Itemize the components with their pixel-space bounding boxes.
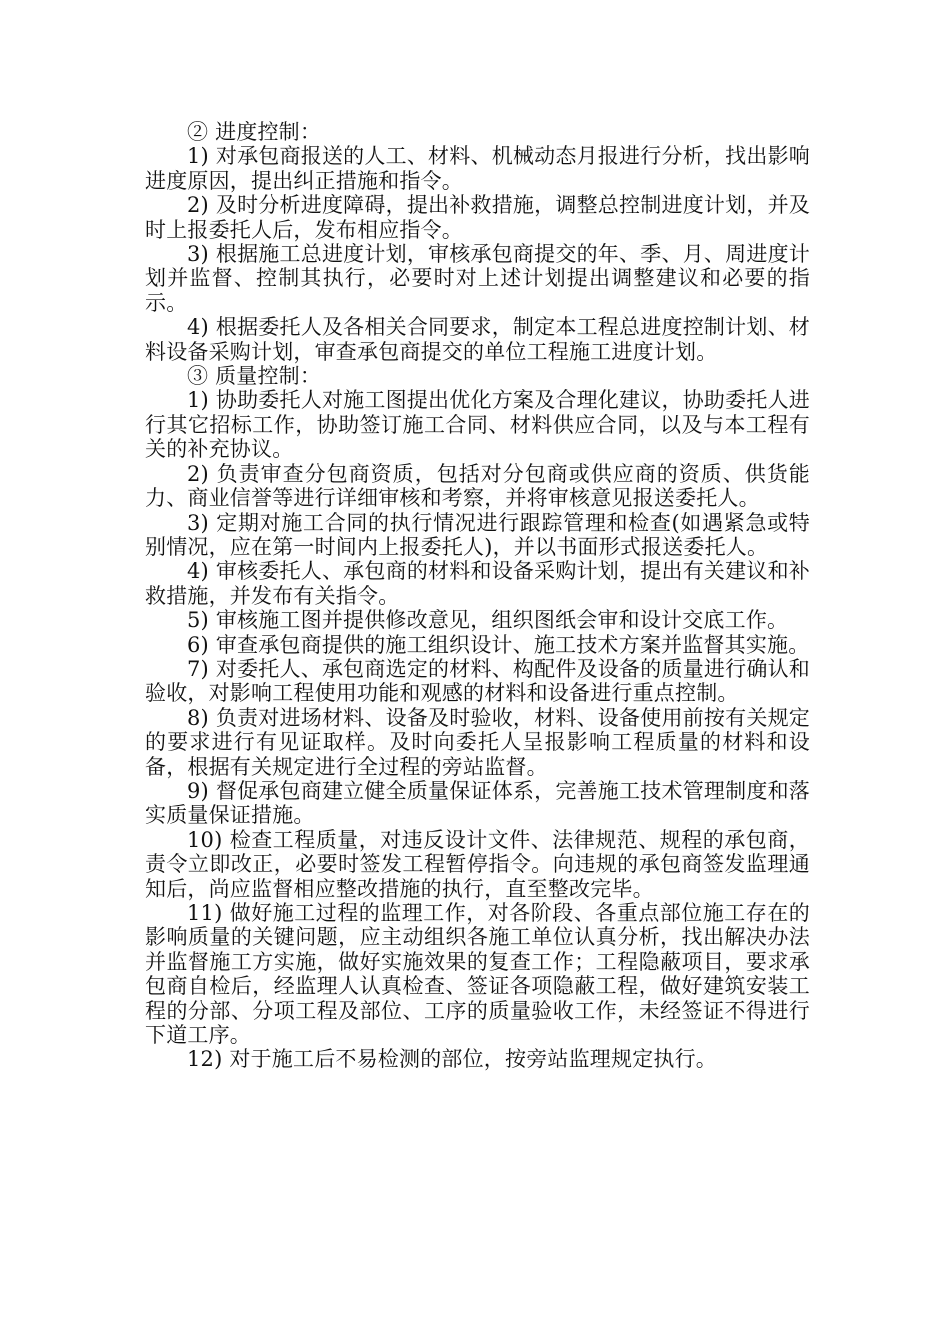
paragraph: 4) 审核委托人、承包商的材料和设备采购计划，提出有关建议和补救措施，并发布有关指令。 xyxy=(145,559,810,608)
document-body xyxy=(145,120,810,1072)
paragraph: 4) 根据委托人及各相关合同要求，制定本工程总进度控制计划、材料设备采购计划，审查承包商提交的单位工程施工进度计划。 xyxy=(145,315,810,364)
paragraph: 8) 负责对进场材料、设备及时验收，材料、设备使用前按有关规定的要求进行有见证取样。及时向委托人呈报影响工程质量的材料和设备，根据有关规定进行全过程的旁站监督。 xyxy=(145,705,810,779)
paragraph: 1) 对承包商报送的人工、材料、机械动态月报进行分析，找出影响进度原因，提出纠正措施和指令。 xyxy=(145,144,810,193)
section-heading-quality-control: ③ 质量控制： xyxy=(187,364,322,389)
section-heading-schedule-control: ② 进度控制： xyxy=(187,120,322,144)
paragraph: 7) 对委托人、承包商选定的材料、构配件及设备的质量进行确认和验收，对影响工程使用功能和观感的材料和设备进行重点控制。 xyxy=(145,656,810,706)
paragraph: 3) 定期对施工合同的执行情况进行跟踪管理和检查(如遇紧急或特别情况，应在第一时间内上报委托人)，并以书面形式报送委托人。 xyxy=(145,510,810,559)
paragraph: 11) 做好施工过程的监理工作，对各阶段、各重点部位施工存在的影响质量的关键问题，应主动组织各施工单位认真分析，找出解决办法并监督施工方实施，做好实施效果的复查工作；工程隐蔽项目，要求承包商自检后，经监理人认真检查、签证各项隐蔽工程，做好建筑安装工程的分部、分项工程及部位、工序的质量验收工作，未经签证不得进行下道工序。 xyxy=(145,901,810,1048)
paragraph: 6) 审查承包商提供的施工组织设计、施工技术方案并监督其实施。 xyxy=(187,632,810,657)
paragraph: 3) 根据施工总进度计划，审核承包商提交的年、季、月、周进度计划并监督、控制其执行，必要时对上述计划提出调整建议和必要的指示。 xyxy=(145,242,810,315)
paragraph: 2) 及时分析进度障碍，提出补救措施，调整总控制进度计划，并及时上报委托人后，发布相应指令。 xyxy=(145,193,810,242)
paragraph: 5) 审核施工图并提供修改意见，组织图纸会审和设计交底工作。 xyxy=(187,608,789,633)
paragraph: 2) 负责审查分包商资质，包括对分包商或供应商的资质、供货能力、商业信誉等进行详细审核和考察，并将审核意见报送委托人。 xyxy=(145,461,810,511)
paragraph: 1) 协助委托人对施工图提出优化方案及合理化建议，协助委托人进行其它招标工作，协助签订施工合同、材料供应合同，以及与本工程有关的补充协议。 xyxy=(145,388,810,462)
paragraph: 9) 督促承包商建立健全质量保证体系，完善施工技术管理制度和落实质量保证措施。 xyxy=(145,778,810,828)
paragraph: 12) 对于施工后不易检测的部位，按旁站监理规定执行。 xyxy=(187,1047,717,1072)
paragraph: 10) 检查工程质量，对违反设计文件、法律规范、规程的承包商，责令立即改正，必要时签发工程暂停指令。向违规的承包商签发监理通知后，尚应监督相应整改措施的执行，直至整改完毕。 xyxy=(145,827,810,901)
